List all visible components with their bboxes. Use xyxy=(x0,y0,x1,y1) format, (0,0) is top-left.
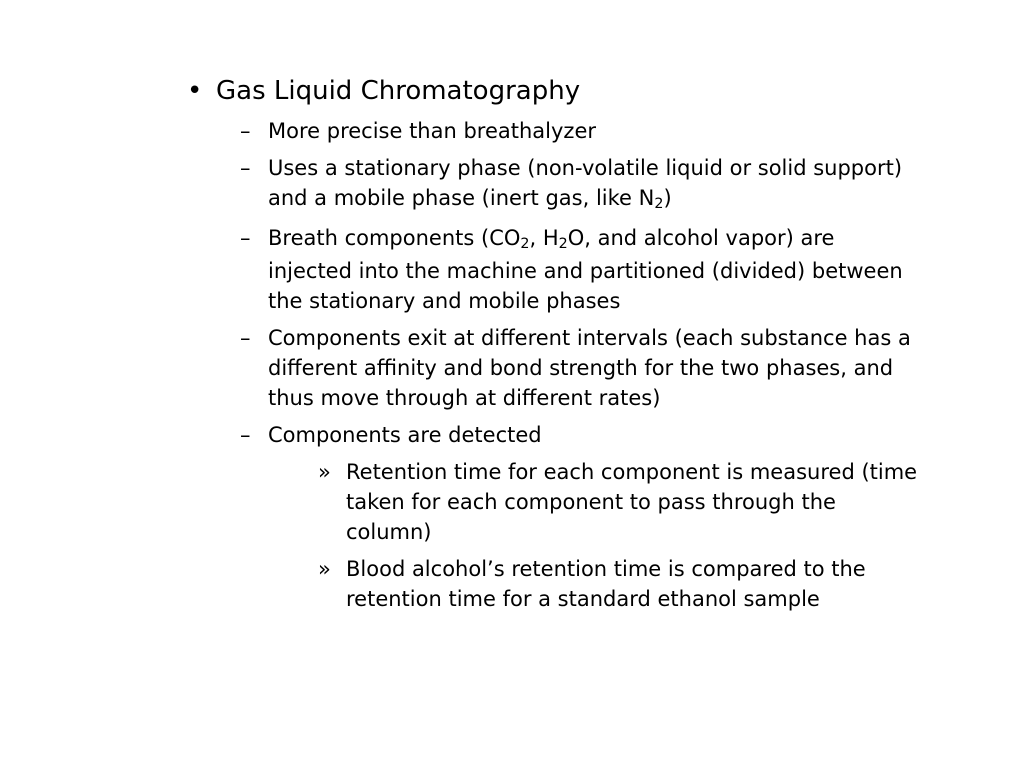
dash-glyph: – xyxy=(240,226,251,250)
nested-list-item-text: Retention time for each component is measured (time taken for each component to pass through the column) xyxy=(346,460,918,544)
list-item-text: More precise than breathalyzer xyxy=(268,119,597,143)
dash-glyph: – xyxy=(240,156,251,180)
text-run: Uses a stationary phase (non-volatile liquid or solid support) and a mobile phase (inert gas, like N xyxy=(268,156,903,210)
text-run: , H xyxy=(529,226,559,250)
list-item xyxy=(240,323,920,413)
text-run: Breath components (CO xyxy=(268,226,521,250)
list-item xyxy=(240,153,920,216)
nested-list-item xyxy=(318,554,920,614)
list-item-text xyxy=(268,226,903,313)
dash-glyph: – xyxy=(240,423,251,447)
subscript: 2 xyxy=(520,235,530,252)
dash-glyph: – xyxy=(240,326,251,350)
slide-heading: Gas Liquid Chromatography xyxy=(216,76,581,106)
text-run: O, and alcohol vapor) are injected into the machine and partitioned (divided) between the stationary and mobile phases xyxy=(268,226,903,313)
list-item xyxy=(240,116,920,146)
list-item xyxy=(240,420,920,614)
subscript: 2 xyxy=(558,235,568,252)
nested-list xyxy=(318,457,920,614)
double-chevron-glyph: » xyxy=(318,460,331,484)
sub-bullet-list xyxy=(240,116,920,621)
list-item-text: Components exit at different intervals (each substance has a different affinity and bond strength for the two phases, and thus move through at different rates) xyxy=(268,326,911,410)
list-item-text: Components are detected xyxy=(268,423,542,447)
dash-glyph: – xyxy=(240,119,251,143)
text-run: ) xyxy=(663,186,672,210)
nested-list-item xyxy=(318,457,920,547)
list-item xyxy=(240,223,920,316)
nested-list-item-text: Blood alcohol’s retention time is compared to the retention time for a standard ethanol sample xyxy=(346,557,866,611)
bullet-glyph: • xyxy=(187,76,203,106)
list-item-text xyxy=(268,156,902,210)
subscript: 2 xyxy=(654,195,664,212)
double-chevron-glyph: » xyxy=(318,557,331,581)
